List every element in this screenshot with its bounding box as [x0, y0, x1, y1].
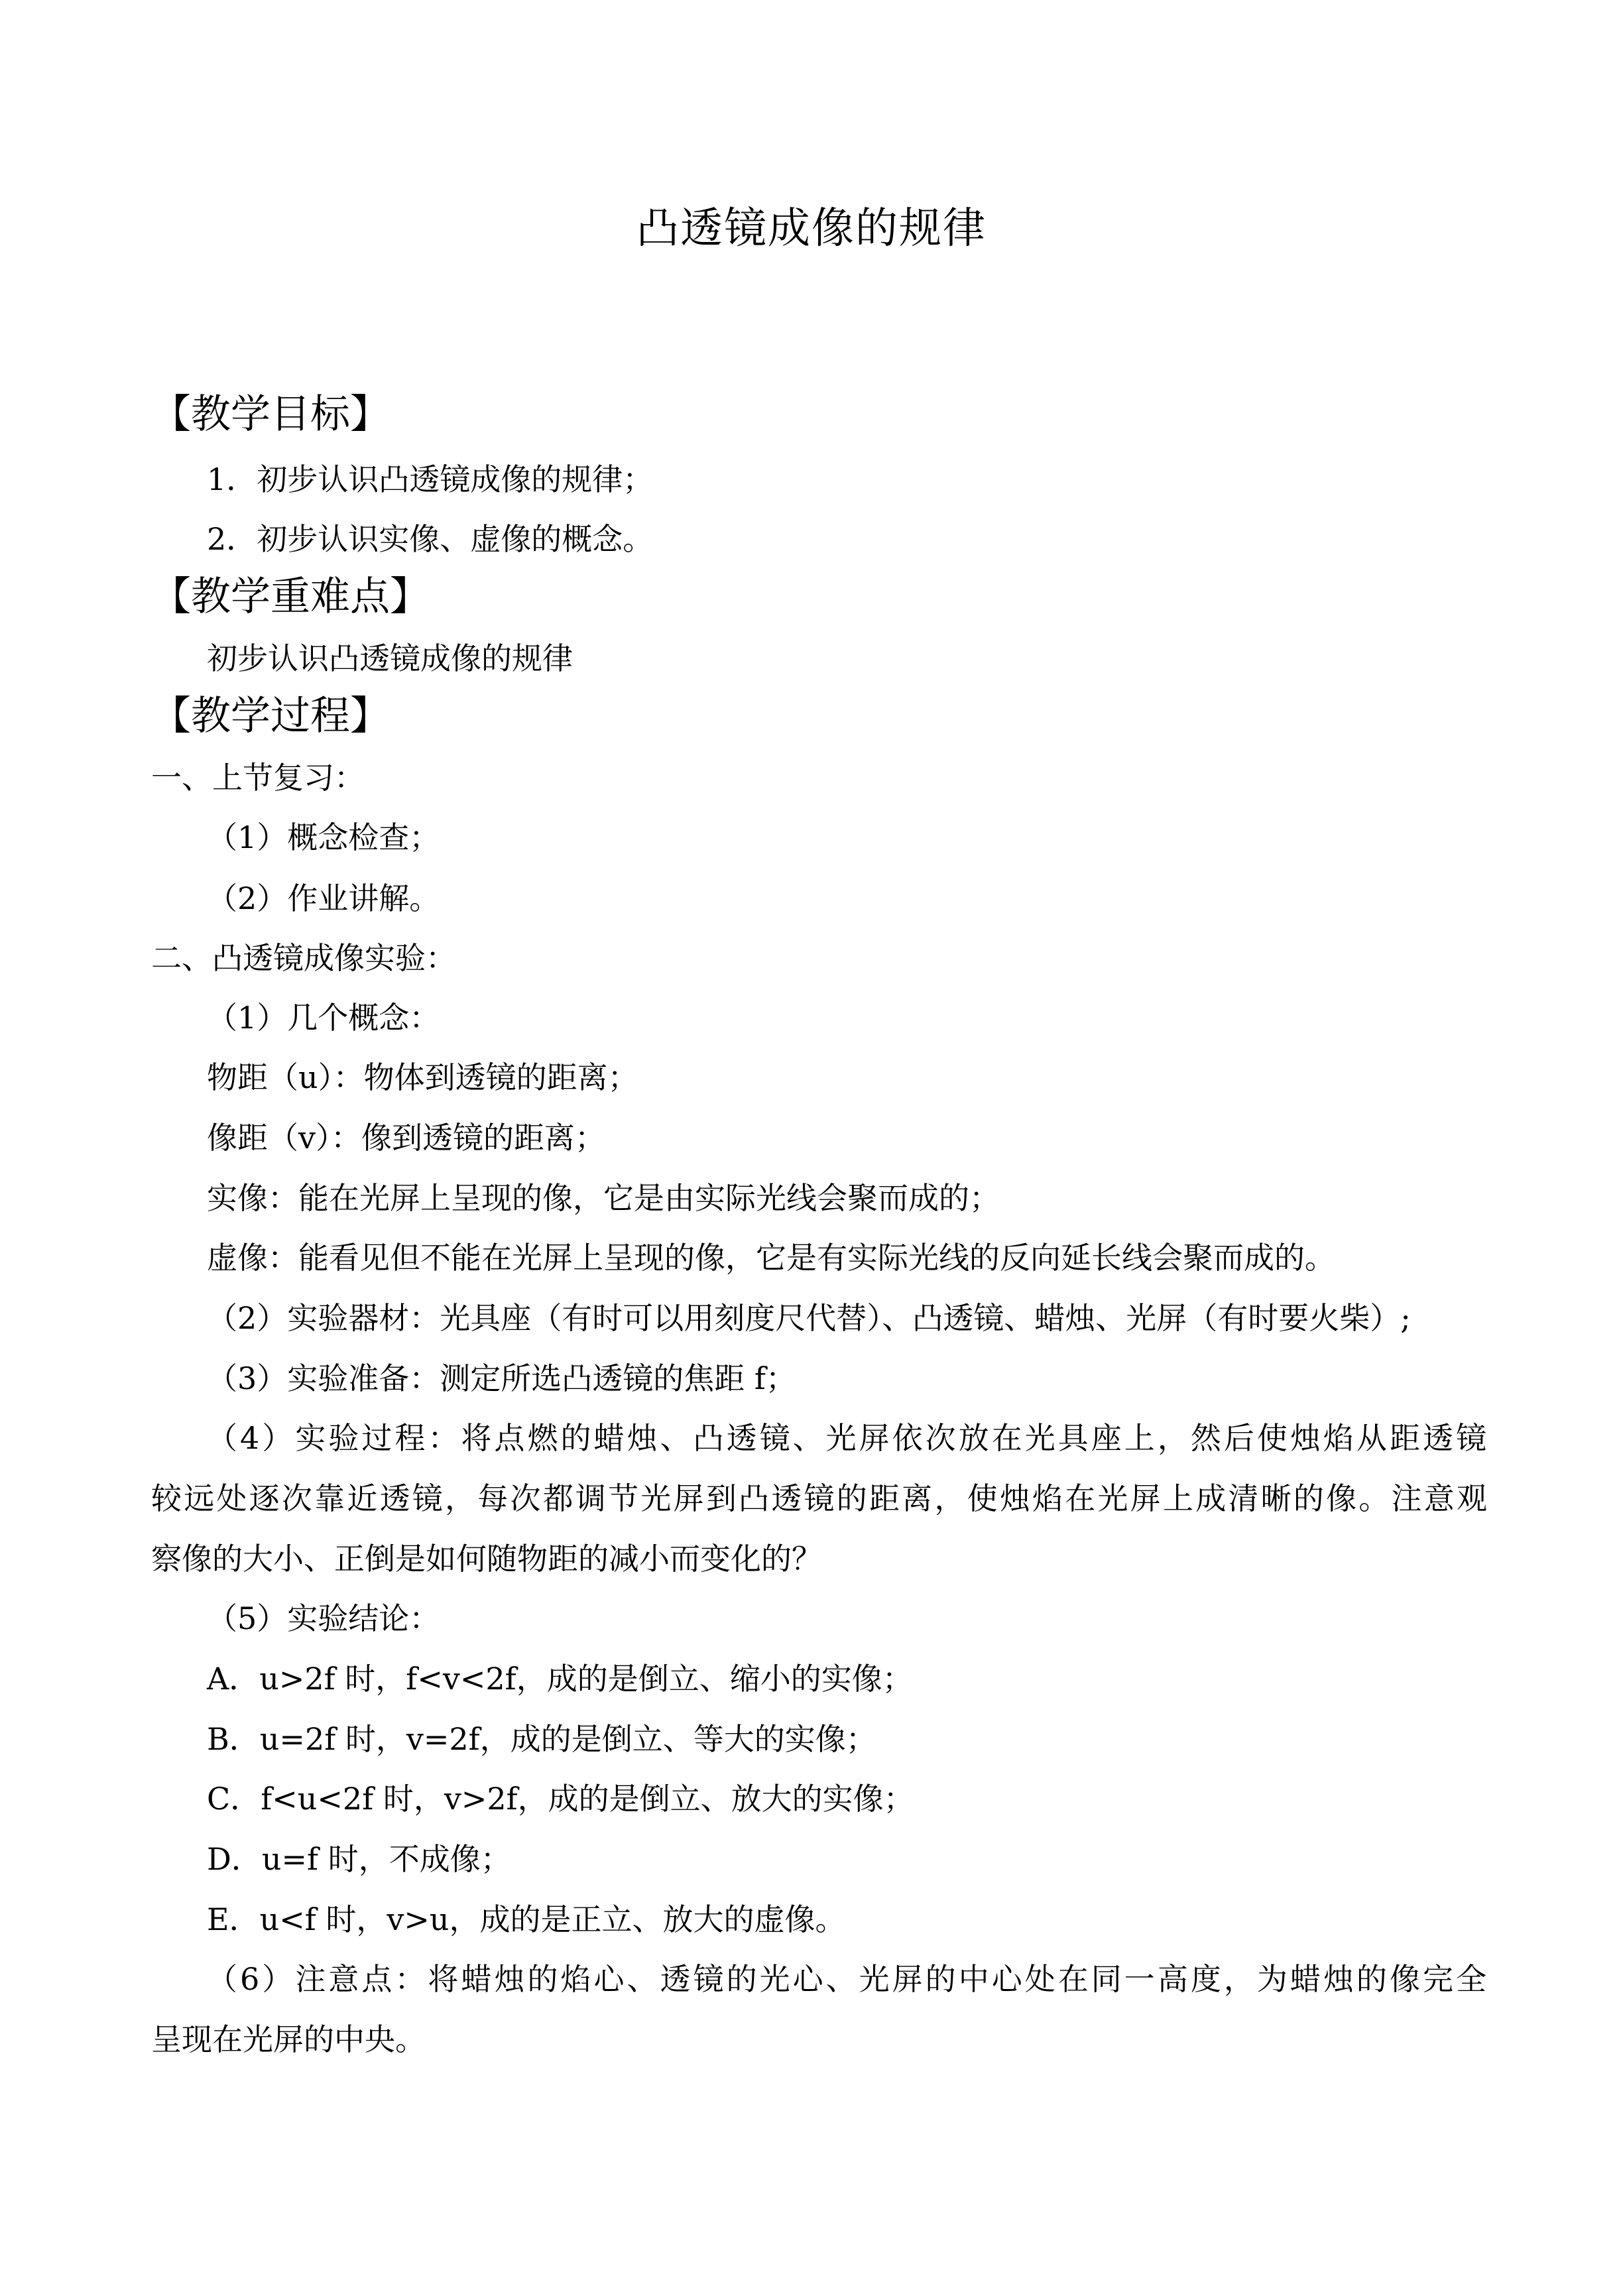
document-title: 凸透镜成像的规律 — [636, 204, 987, 253]
procedure-line-1: （4）实验过程：将点燃的蜡烛、凸透镜、光屏依次放在光具座上，然后使烛焰从距透镜 — [207, 1420, 1486, 1456]
goal-item-2: 2．初步认识实像、虚像的概念。 — [207, 521, 654, 557]
review-item-2: （2）作业讲解。 — [207, 880, 440, 916]
conclusion-title: （5）实验结论： — [207, 1601, 440, 1636]
process-heading: 【教学过程】 — [151, 693, 390, 739]
goal-item-1: 1．初步认识凸透镜成像的规律； — [207, 461, 654, 497]
concept-object-distance: 物距（u）：物体到透镜的距离； — [207, 1059, 638, 1095]
concept-real-image: 实像：能在光屏上呈现的像，它是由实际光线会聚而成的； — [207, 1180, 1000, 1216]
notes-line-2: 呈现在光屏的中央。 — [151, 2022, 426, 2057]
concepts-title: （1）几个概念： — [207, 1000, 440, 1036]
key-points-text: 初步认识凸透镜成像的规律 — [207, 640, 573, 676]
review-item-1: （1）概念检查； — [207, 819, 440, 855]
concept-image-distance: 像距（v）：像到透镜的距离； — [207, 1120, 605, 1156]
review-title: 一、上节复习： — [151, 760, 365, 796]
preparation-text: （3）实验准备：测定所选凸透镜的焦距 f； — [207, 1360, 796, 1396]
conclusion-item-a: A．u>2f 时，f<v<2f，成的是倒立、缩小的实像； — [207, 1661, 913, 1697]
procedure-line-3: 察像的大小、正倒是如何随物距的减小而变化的？ — [151, 1541, 822, 1577]
goals-heading: 【教学目标】 — [151, 391, 390, 438]
equipment-text: （2）实验器材：光具座（有时可以用刻度尺代替）、凸透镜、蜡烛、光屏（有时要火柴）; — [207, 1300, 1411, 1336]
concept-virtual-image: 虚像：能看见但不能在光屏上呈现的像，它是有实际光线的反向延长线会聚而成的。 — [207, 1240, 1335, 1276]
conclusion-item-e: E．u<f 时，v>u，成的是正立、放大的虚像。 — [207, 1902, 846, 1937]
experiment-title: 二、凸透镜成像实验： — [151, 940, 456, 976]
notes-line-1: （6）注意点：将蜡烛的焰心、透镜的光心、光屏的中心处在同一高度，为蜡烛的像完全 — [207, 1961, 1486, 1997]
conclusion-item-b: B．u=2f 时，v=2f，成的是倒立、等大的实像； — [207, 1721, 876, 1757]
conclusion-item-d: D．u=f 时，不成像； — [207, 1841, 511, 1877]
conclusion-item-c: C．f<u<2f 时，v>2f，成的是倒立、放大的实像； — [207, 1781, 914, 1817]
key-points-heading: 【教学重难点】 — [151, 574, 430, 620]
procedure-line-2: 较远处逐次靠近透镜，每次都调节光屏到凸透镜的距离，使烛焰在光屏上成清晰的像。注意观 — [151, 1480, 1487, 1516]
